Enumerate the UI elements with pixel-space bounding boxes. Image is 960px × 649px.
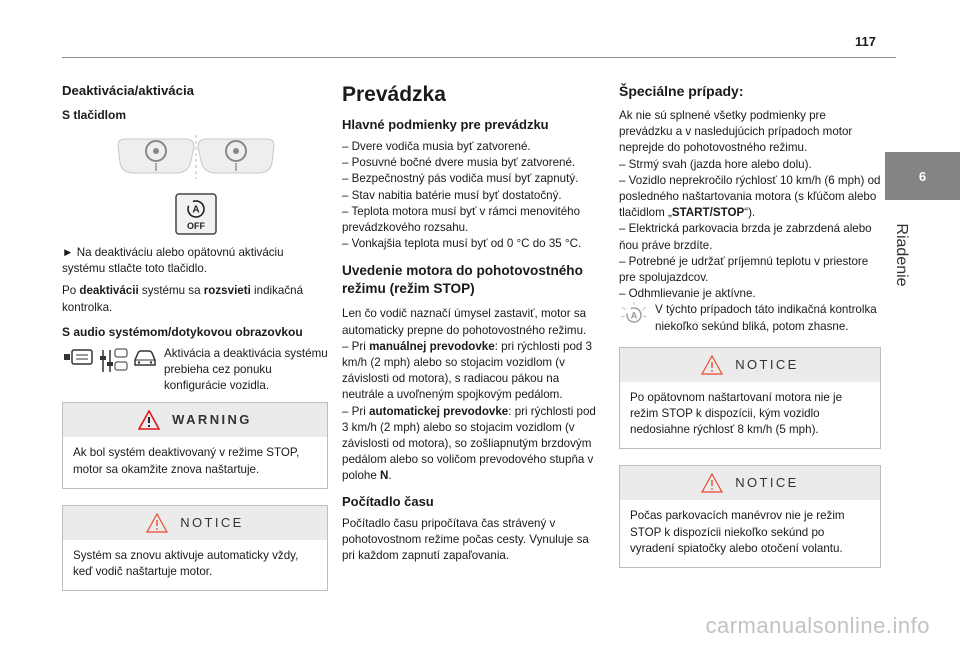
column-middle — [342, 82, 598, 564]
subheading-conditions: Hlavné podmienky pre prevádzku — [342, 117, 549, 132]
notice-title: NOTICE — [735, 475, 799, 491]
dashboard-buttons-icon — [116, 135, 276, 180]
special-intro: Ak nie sú splnené všetky podmienky pre prevádzku a v nasledujúcich prípadoch motor neprejde do pohotovostného režimu. — [619, 109, 853, 155]
page-number: 117 — [855, 34, 876, 49]
notice-title: NOTICE — [735, 356, 799, 372]
list-item: – Vozidlo neprekročilo rýchlosť 10 km/h (6 mph) od posledného naštartovania motora (s kľúčom alebo tlačidlom „START/STOP“). — [619, 173, 881, 220]
list-item: – Elektrická parkovacia brzda je zabrzdená alebo ňou práve brzdíte. — [619, 222, 872, 252]
stop-start-off-button-icon[interactable] — [175, 193, 217, 235]
list-item: – Bezpečnostný pás vodiča musí byť zapnutý. — [342, 172, 579, 186]
subheading-standby: Uvedenie motora do pohotovostného režimu (režim STOP) — [342, 263, 583, 297]
list-item: – Vonkajšia teplota musí byť od 0 °C do 35 °C. — [342, 237, 582, 251]
warning-box — [62, 402, 328, 488]
svg-text:A: A — [192, 204, 200, 216]
notice-header — [620, 466, 880, 500]
manual-gearbox: – Pri manuálnej prevodovke: pri rýchlosti pod 3 km/h (2 mph) alebo so stojacim vozidlom (v závislosti od motora), s radiacou pákou na neutrále a uvoľneným spojkovým pedálom. — [342, 339, 593, 402]
notice-box-parking — [619, 465, 881, 568]
subheading-button: S tlačidlom — [62, 108, 127, 122]
header-rule — [62, 57, 896, 58]
warning-triangle-icon — [138, 410, 160, 430]
blink-text: V týchto prípadoch táto indikačná kontrolka niekoľko sekúnd bliká, potom zhasne. — [655, 303, 877, 333]
notice-title: NOTICE — [180, 514, 244, 530]
column-left — [62, 82, 328, 607]
warning-text: Ak bol systém deaktivovaný v režime STOP, motor sa okamžite znova naštartuje. — [73, 446, 300, 476]
notice-box-restart — [619, 347, 881, 450]
off-label: OFF — [187, 221, 205, 231]
notice-triangle-icon — [146, 513, 168, 533]
vehicle-icon — [132, 348, 158, 368]
button-illustration — [62, 135, 328, 235]
list-item: – Stav nabitia batérie musí byť dostatočný. — [342, 188, 562, 202]
list-item: – Strmý svah (jazda hore alebo dolu). — [619, 157, 812, 171]
warning-title: WARNING — [172, 412, 252, 428]
list-item: – Odhmlievanie je aktívne. — [619, 287, 756, 301]
notice-text: Počas parkovacích manévrov nie je režim STOP k dispozícii niekoľko sekúnd po vyradení spiatočky alebo otočení volantu. — [630, 509, 845, 555]
standby-intro: Len čo vodič naznačí úmysel zastaviť, motor sa automaticky prepne do pohotovostného režimu. — [342, 307, 587, 337]
list-item: – Dvere vodiča musia byť zatvorené. — [342, 140, 531, 153]
notice-header — [63, 506, 327, 540]
blink-note — [619, 302, 881, 334]
page-title: Prevádzka — [342, 83, 446, 106]
subheading-counter: Počítadlo času — [342, 493, 434, 509]
notice-box — [62, 505, 328, 591]
svg-text:A: A — [630, 310, 638, 321]
button-instruction: ► Na deaktiváciu alebo opätovnú aktiváciu systému stlačte toto tlačidlo. — [62, 246, 284, 276]
list-item: – Teplota motora musí byť v rámci menovitého prevádzkového rozsahu. — [342, 204, 581, 235]
column-right — [619, 82, 881, 584]
special-cases-title: Špeciálne prípady: — [619, 83, 744, 99]
notice-text: Po opätovnom naštartovaní motora nie je režim STOP k dispozícii, kým vozidlo nedosiahne rýchlosť 8 km/h (5 mph). — [630, 390, 843, 437]
counter-text: Počítadlo času pripočítava čas strávený v pohotovostnom režime počas cesty. Vynuluje sa pri každom zapnutí zapaľovania. — [342, 516, 589, 563]
audio-description: Aktivácia a deaktivácia systému prebieha cez ponuku konfigurácie vozidla. — [164, 346, 328, 393]
deactivation-note: Po deaktivácii systému sa rozsvieti indikačná kontrolka. — [62, 284, 304, 314]
settings-sliders-icon — [98, 348, 128, 374]
section-heading-deactivation: Deaktivácia/aktivácia — [62, 83, 194, 98]
screen-menu-icon — [62, 348, 94, 366]
chapter-label: Riadenie — [893, 223, 910, 287]
watermark: carmanualsonline.info — [705, 613, 930, 638]
stop-start-indicator-icon — [619, 302, 649, 328]
subheading-audio: S audio systémom/dotykovou obrazovkou — [62, 324, 303, 339]
conditions-list — [342, 139, 598, 252]
notice-triangle-icon — [701, 473, 723, 493]
chapter-tab[interactable]: 6 — [885, 152, 960, 200]
audio-row — [62, 346, 328, 395]
notice-text: Systém sa znovu aktivuje automaticky vždy, keď vodič naštartuje motor. — [73, 548, 299, 579]
notice-triangle-icon — [701, 355, 723, 375]
automatic-gearbox: – Pri automatickej prevodovke: pri rýchlosti pod 3 km/h (2 mph) alebo so stojacim vozidlom (v závislosti od motora), so zošliapnutým brzdovým pedálom alebo so voličom prevodového stupňa v polohe N. — [342, 404, 596, 483]
list-item: – Potrebné je udržať príjemnú teplotu v priestore pre spolujazdcov. — [619, 254, 869, 285]
list-item: – Posuvné bočné dvere musia byť zatvorené. — [342, 156, 576, 170]
notice-header — [620, 348, 880, 382]
warning-header — [63, 403, 327, 437]
menu-icons — [62, 346, 158, 374]
